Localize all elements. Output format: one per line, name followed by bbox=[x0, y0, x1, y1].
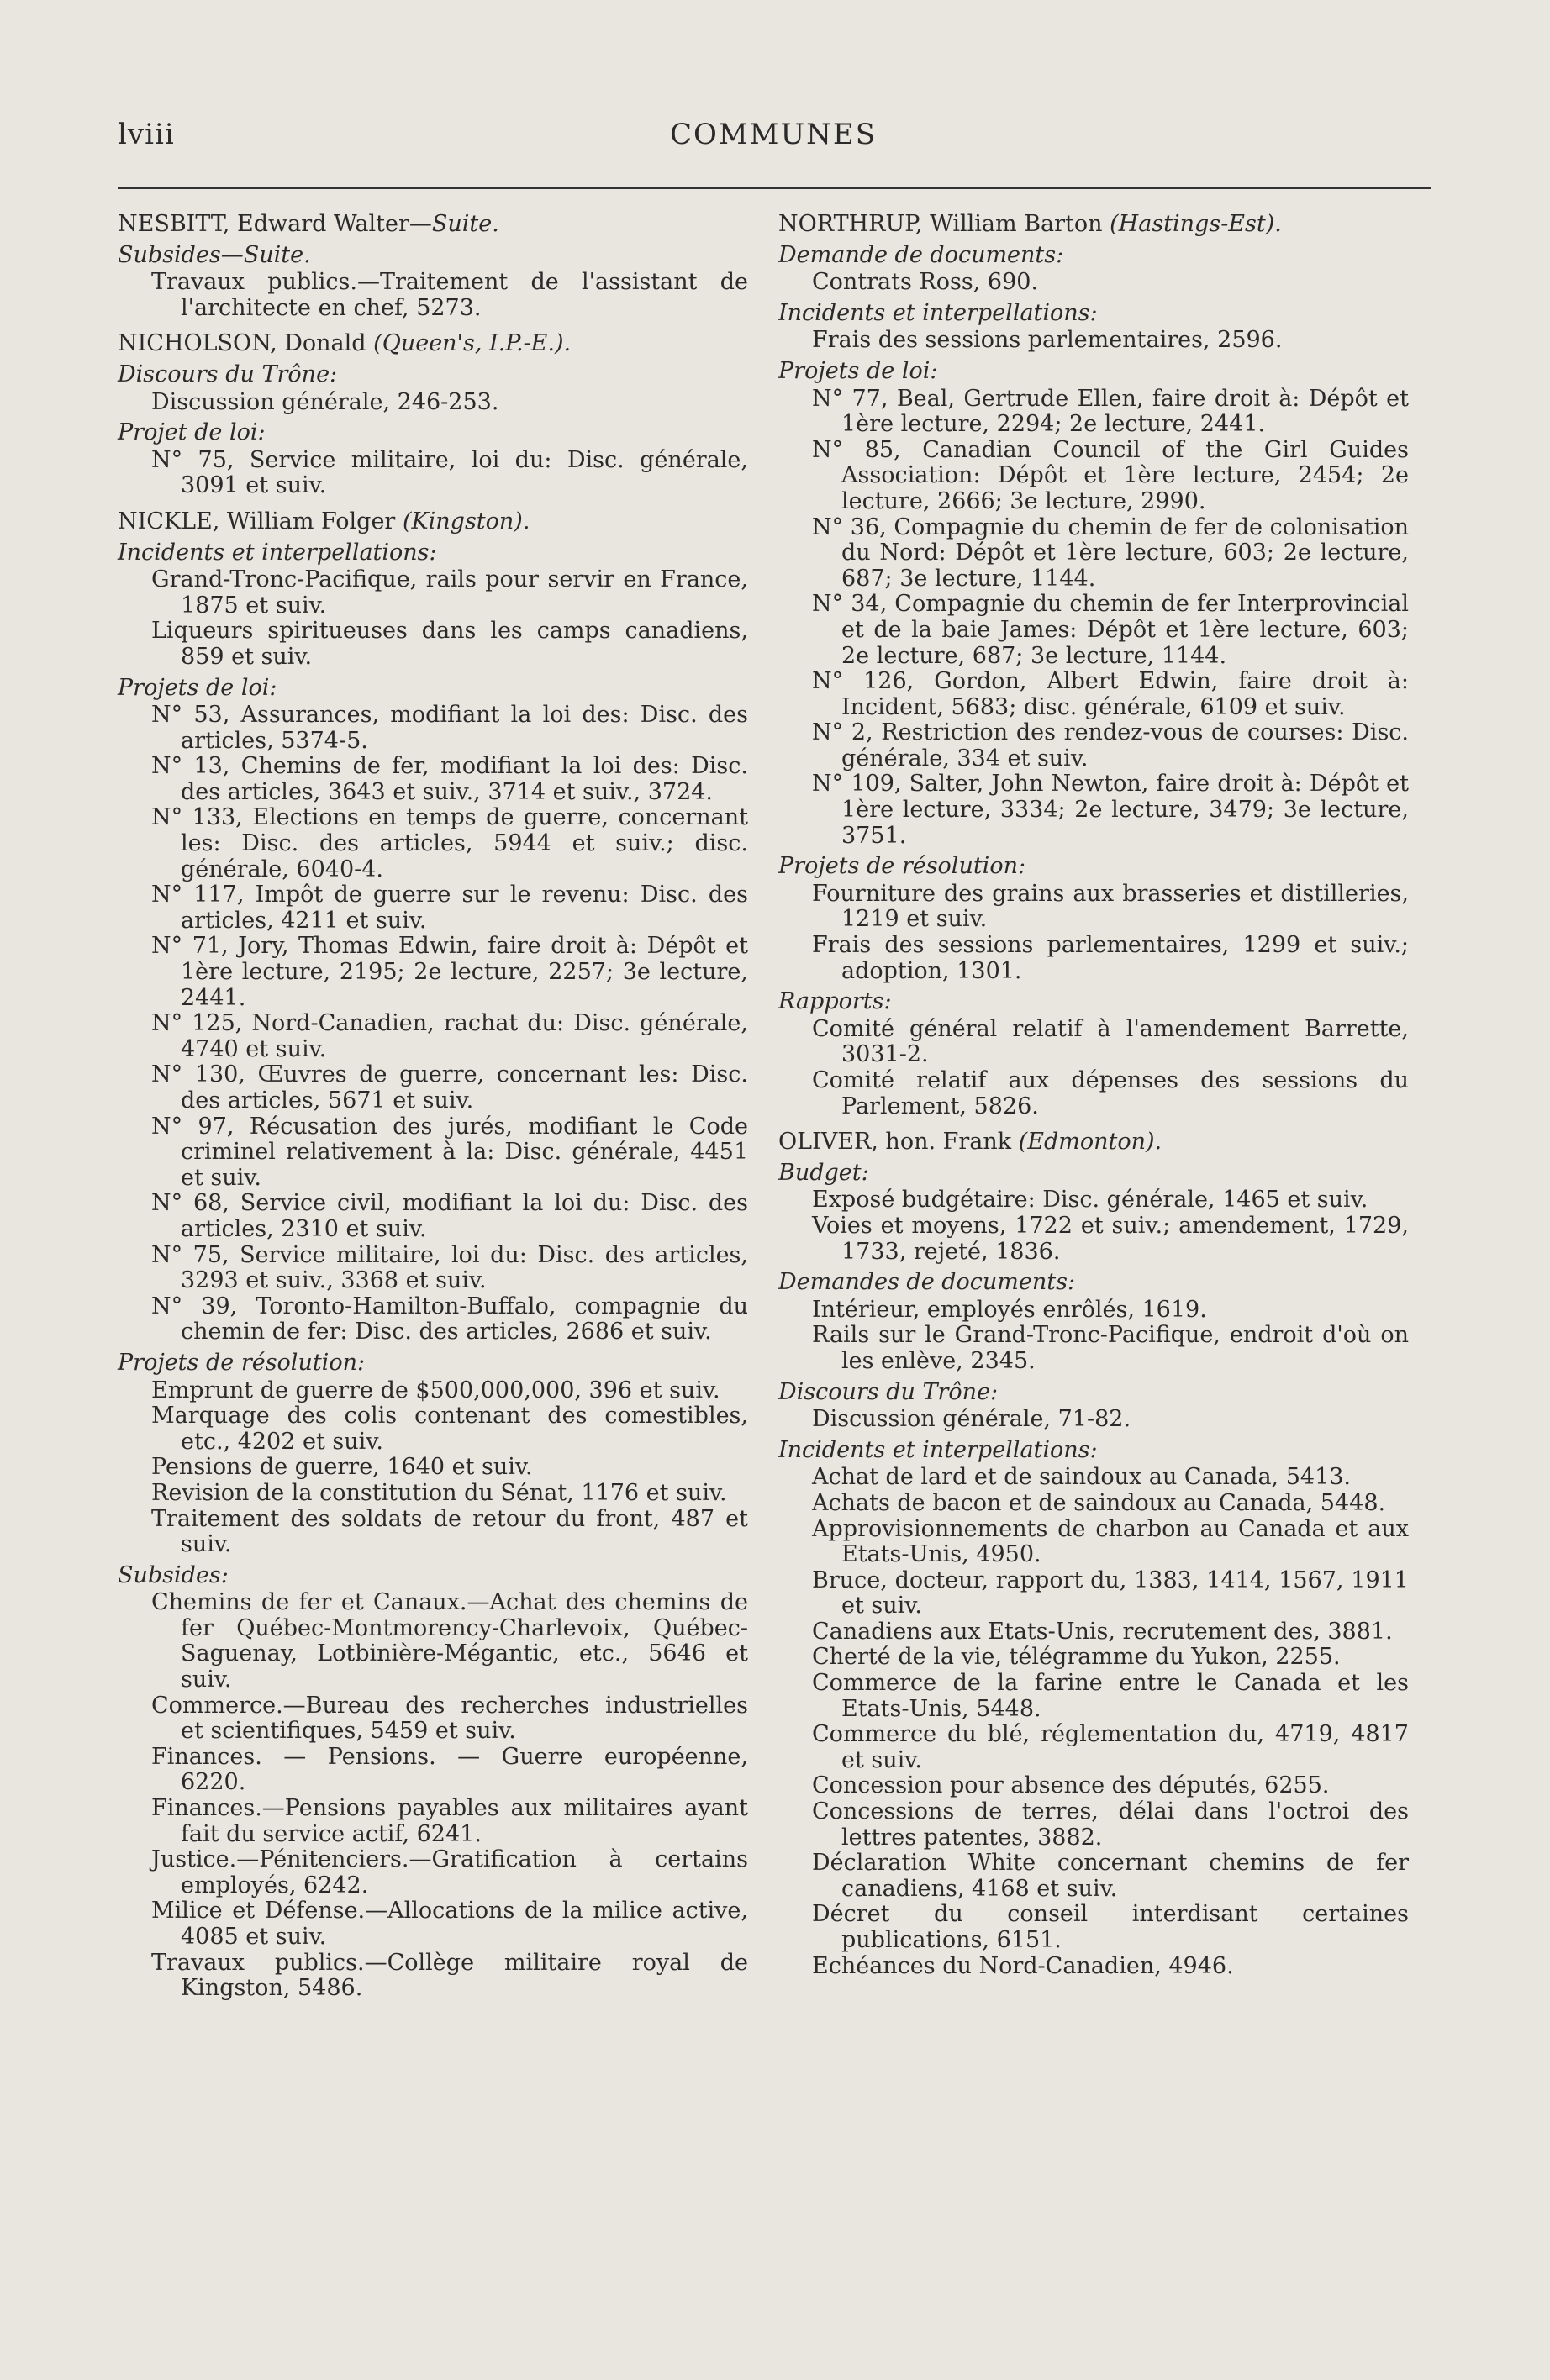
index-entry: N° 53, Assurances, modifiant la loi des: Disc. des articles, 5374-5. bbox=[151, 702, 748, 754]
header-rule bbox=[118, 187, 1431, 189]
member-name bbox=[778, 212, 1409, 238]
member-constituency: (Hastings-Est). bbox=[1110, 211, 1282, 237]
index-entry: Contrats Ross, 690. bbox=[812, 269, 1039, 296]
index-entry: Justice.—Pénitenciers.—Gratification à certains employés, 6242. bbox=[151, 1846, 748, 1898]
index-entry: Déclaration White concernant chemins de fer canadiens, 4168 et suiv. bbox=[812, 1850, 1409, 1902]
member-constituency: (Queen's, I.P.-E.). bbox=[373, 330, 572, 357]
section-heading: Projets de résolution: bbox=[778, 853, 1026, 880]
member-constituency: (Edmonton). bbox=[1018, 1129, 1162, 1156]
section-heading: Incidents et interpellations: bbox=[778, 299, 1098, 326]
left-column bbox=[118, 212, 748, 2002]
index-entry: Rails sur le Grand-Tronc-Pacifique, endroit d'où on les enlève, 2345. bbox=[812, 1322, 1409, 1374]
section-heading: Discours du Trône: bbox=[118, 361, 338, 387]
index-entry: N° 97, Récusation des jurés, modifiant le Code criminel relativement à la: Disc. générale, 4451 et suiv. bbox=[151, 1113, 748, 1191]
index-entry: Finances. — Pensions. — Guerre européenne, 6220. bbox=[151, 1743, 748, 1796]
member-name-text: NORTHRUP, William Barton bbox=[778, 211, 1110, 237]
member-name-text: NICHOLSON, Donald bbox=[118, 330, 374, 357]
index-entry: N° 133, Elections en temps de guerre, concernant les: Disc. des articles, 5944 et suiv.; disc. générale, 6040-4. bbox=[151, 804, 748, 882]
member-name bbox=[118, 212, 748, 238]
index-entry: N° 75, Service militaire, loi du: Disc. des articles, 3293 et suiv., 3368 et suiv. bbox=[151, 1241, 748, 1294]
index-entry: Finances.—Pensions payables aux militaires ayant fait du service actif, 6241. bbox=[151, 1795, 748, 1847]
index-entry: Achats de bacon et de saindoux au Canada, 5448. bbox=[812, 1489, 1386, 1516]
index-entry: N° 36, Compagnie du chemin de fer de colonisation du Nord: Dépôt et 1ère lecture, 603; 2e lecture, 687; 3e lecture, 1144. bbox=[812, 513, 1409, 592]
index-entry: Echéances du Nord-Canadien, 4946. bbox=[812, 1952, 1234, 1979]
index-entry: Traitement des soldats de retour du front, 487 et suiv. bbox=[151, 1505, 748, 1558]
index-entry: N° 13, Chemins de fer, modifiant la loi des: Disc. des articles, 3643 et suiv., 3714 et suiv., 3724. bbox=[151, 753, 748, 805]
member-name-text: NICKLE, William Folger bbox=[118, 508, 403, 534]
section-heading: Projets de loi: bbox=[778, 357, 938, 384]
index-entry: Cherté de la vie, télégramme du Yukon, 2255. bbox=[812, 1644, 1341, 1671]
index-entry: Commerce.—Bureau des recherches industrielles et scientifiques, 5459 et suiv. bbox=[151, 1692, 748, 1745]
index-entry: Liqueurs spiritueuses dans les camps canadiens, 859 et suiv. bbox=[151, 618, 748, 670]
section-heading: Subsides: bbox=[118, 1561, 229, 1588]
index-entry: Frais des sessions parlementaires, 2596. bbox=[812, 327, 1283, 354]
section-heading: Budget: bbox=[778, 1159, 869, 1186]
index-entry: Décret du conseil interdisant certaines publications, 6151. bbox=[812, 1901, 1409, 1953]
index-entry: Frais des sessions parlementaires, 1299 et suiv.; adoption, 1301. bbox=[812, 932, 1409, 984]
index-entry: N° 77, Beal, Gertrude Ellen, faire droit à: Dépôt et 1ère lecture, 2294; 2e lecture, 2441. bbox=[812, 385, 1409, 438]
index-entry: Approvisionnements de charbon au Canada et aux Etats-Unis, 4950. bbox=[812, 1515, 1409, 1568]
index-entry: N° 117, Impôt de guerre sur le revenu: Disc. des articles, 4211 et suiv. bbox=[151, 882, 748, 934]
section-heading: Discours du Trône: bbox=[778, 1378, 999, 1405]
index-entry: Discussion générale, 71-82. bbox=[812, 1406, 1131, 1433]
index-entry: Emprunt de guerre de $500,000,000, 396 et suiv. bbox=[151, 1377, 720, 1403]
index-entry: Concessions de terres, délai dans l'octroi des lettres patentes, 3882. bbox=[812, 1798, 1409, 1851]
index-entry: Voies et moyens, 1722 et suiv.; amendement, 1729, 1733, rejeté, 1836. bbox=[812, 1212, 1409, 1265]
index-entry: Commerce du blé, réglementation du, 4719, 4817 et suiv. bbox=[812, 1721, 1409, 1773]
index-entry: N° 125, Nord-Canadien, rachat du: Disc. générale, 4740 et suiv. bbox=[151, 1010, 748, 1062]
section-heading: Projet de loi: bbox=[118, 419, 266, 446]
index-entry: Travaux publics.—Collège militaire royal de Kingston, 5486. bbox=[151, 1949, 748, 2002]
member-name-text: OLIVER, hon. Frank bbox=[778, 1129, 1019, 1156]
index-entry: N° 2, Restriction des rendez-vous de courses: Disc. générale, 334 et suiv. bbox=[812, 719, 1409, 771]
index-entry: Comité relatif aux dépenses des sessions du Parlement, 5826. bbox=[812, 1067, 1409, 1119]
index-entry: Discussion générale, 246-253. bbox=[151, 388, 499, 415]
index-entry: Travaux publics.—Traitement de l'assistant de l'architecte en chef, 5273. bbox=[151, 269, 748, 321]
index-entry: Fourniture des grains aux brasseries et distilleries, 1219 et suiv. bbox=[812, 880, 1409, 933]
section-heading: Demandes de documents: bbox=[778, 1269, 1076, 1296]
section-heading: Incidents et interpellations: bbox=[118, 539, 437, 566]
index-entry: N° 71, Jory, Thomas Edwin, faire droit à: Dépôt et 1ère lecture, 2195; 2e lecture, 2257; 3e lecture, 2441. bbox=[151, 933, 748, 1011]
index-entry: Pensions de guerre, 1640 et suiv. bbox=[151, 1454, 533, 1481]
index-entry: Comité général relatif à l'amendement Barrette, 3031-2. bbox=[812, 1015, 1409, 1068]
member-name-text: NESBITT, Edward Walter— bbox=[118, 211, 432, 237]
index-entry: Concession pour absence des députés, 6255. bbox=[812, 1772, 1330, 1799]
index-entry: N° 75, Service militaire, loi du: Disc. générale, 3091 et suiv. bbox=[151, 446, 748, 499]
section-heading: Projets de résolution: bbox=[118, 1349, 366, 1376]
right-column bbox=[778, 212, 1409, 1979]
member-name bbox=[778, 1129, 1409, 1156]
section-heading: Rapports: bbox=[778, 988, 892, 1015]
index-entry: N° 130, Œuvres de guerre, concernant les: Disc. des articles, 5671 et suiv. bbox=[151, 1061, 748, 1114]
index-entry: Chemins de fer et Canaux.—Achat des chemins de fer Québec-Montmorency-Charlevoix, Québec-Saguenay, Lotbinière-Mégantic, etc., 5646 et suiv. bbox=[151, 1589, 748, 1693]
index-entry: Bruce, docteur, rapport du, 1383, 1414, 1567, 1911 et suiv. bbox=[812, 1566, 1409, 1619]
section-heading: Projets de loi: bbox=[118, 674, 277, 701]
member-constituency: (Kingston). bbox=[402, 508, 530, 534]
index-entry: Grand-Tronc-Pacifique, rails pour servir en France, 1875 et suiv. bbox=[151, 566, 748, 619]
index-entry: Marquage des colis contenant des comestibles, etc., 4202 et suiv. bbox=[151, 1403, 748, 1455]
page-header bbox=[118, 118, 1429, 168]
member-name bbox=[118, 331, 748, 357]
index-entry: N° 126, Gordon, Albert Edwin, faire droit à: Incident, 5683; disc. générale, 6109 et suiv. bbox=[812, 668, 1409, 720]
index-entry: Intérieur, employés enrôlés, 1619. bbox=[812, 1296, 1207, 1323]
index-entry: Milice et Défense.—Allocations de la milice active, 4085 et suiv. bbox=[151, 1898, 748, 1950]
index-entry: Exposé budgétaire: Disc. générale, 1465 et suiv. bbox=[812, 1187, 1368, 1214]
index-entry: Canadiens aux Etats-Unis, recrutement des, 3881. bbox=[812, 1618, 1393, 1645]
index-entry: N° 34, Compagnie du chemin de fer Interprovincial et de la baie James: Dépôt et 1ère lecture, 603; 2e lecture, 687; 3e lecture, 1144. bbox=[812, 591, 1409, 669]
section-heading: Incidents et interpellations: bbox=[778, 1436, 1098, 1463]
index-entry: Commerce de la farine entre le Canada et les Etats-Unis, 5448. bbox=[812, 1670, 1409, 1722]
index-entry: N° 109, Salter, John Newton, faire droit à: Dépôt et 1ère lecture, 3334; 2e lecture, 3479; 3e lecture, 3751. bbox=[812, 771, 1409, 849]
member-name bbox=[118, 509, 748, 535]
section-heading: Subsides—Suite. bbox=[118, 241, 311, 268]
index-entry: N° 39, Toronto-Hamilton-Buffalo, compagnie du chemin de fer: Disc. des articles, 2686 et suiv. bbox=[151, 1293, 748, 1345]
index-entry: Revision de la constitution du Sénat, 1176 et suiv. bbox=[151, 1479, 727, 1506]
index-entry: N° 68, Service civil, modifiant la loi du: Disc. des articles, 2310 et suiv. bbox=[151, 1190, 748, 1242]
section-heading: Demande de documents: bbox=[778, 241, 1064, 268]
index-entry: Achat de lard et de saindoux au Canada, 5413. bbox=[812, 1464, 1352, 1491]
member-constituency: Suite. bbox=[431, 211, 499, 237]
running-title: COMMUNES bbox=[669, 118, 878, 151]
page-number: lviii bbox=[118, 118, 175, 151]
index-entry: N° 85, Canadian Council of the Girl Guides Association: Dépôt et 1ère lecture, 2454; 2e lecture, 2666; 3e lecture, 2990. bbox=[812, 436, 1409, 514]
